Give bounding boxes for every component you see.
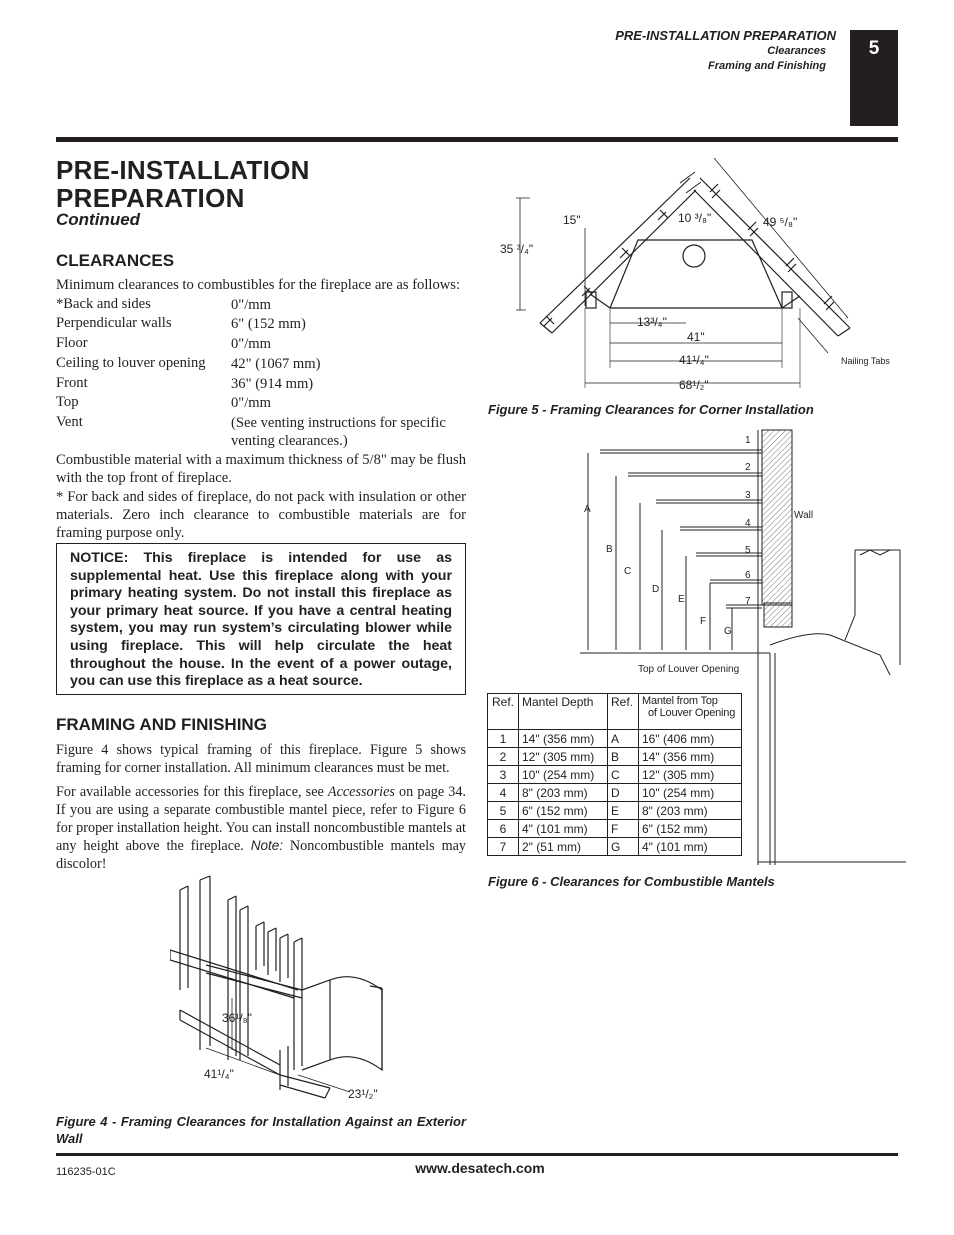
table-header-line: of Louver Opening bbox=[648, 707, 736, 719]
figure-6-shelf-number: 5 bbox=[745, 545, 751, 556]
table-cell: 4" (101 mm) bbox=[639, 838, 742, 856]
clearances-intro: Minimum clearances to combustibles for the fireplace are as follows: bbox=[56, 277, 461, 293]
table-cell: E bbox=[608, 802, 639, 820]
table-cell: 4 bbox=[488, 784, 519, 802]
page-title-line2: PREPARATION bbox=[56, 183, 245, 213]
table-cell: 2 bbox=[488, 748, 519, 766]
figure-6-dim-letter: E bbox=[678, 594, 685, 605]
figure-4-caption: Figure 4 - Framing Clearances for Installation Against an Exterior Wall bbox=[56, 1114, 466, 1146]
table-cell: 8" (203 mm) bbox=[639, 802, 742, 820]
website-link[interactable]: www.desatech.com bbox=[415, 1160, 545, 1176]
figure-5-dim-68: 68¹/₂" bbox=[679, 378, 709, 392]
figure-5-dim-10: 10 ³/₈" bbox=[678, 211, 712, 225]
figure-6-shelf-number: 7 bbox=[745, 596, 751, 607]
figure-5-dim-49: 49 ⁵/₈" bbox=[763, 215, 798, 229]
page-title bbox=[56, 156, 310, 212]
clearance-row bbox=[56, 375, 476, 395]
table-cell: F bbox=[608, 820, 639, 838]
figure-4-framing-diagram bbox=[170, 870, 430, 1102]
table-row bbox=[488, 820, 742, 838]
table-cell: 8" (203 mm) bbox=[519, 784, 608, 802]
figure-5-dim-41: 41" bbox=[687, 330, 705, 344]
clearance-value: 0"/mm bbox=[231, 297, 272, 313]
header-section-title: PRE-INSTALLATION PREPARATION bbox=[615, 28, 836, 43]
framing-paragraph-accessories bbox=[56, 783, 466, 873]
table-header-cell: Mantel Depth bbox=[519, 694, 608, 730]
table-cell: 14" (356 mm) bbox=[639, 748, 742, 766]
continued-label: Continued bbox=[56, 210, 141, 229]
clearance-value: 6" (152 mm) bbox=[231, 316, 306, 332]
table-cell: 7 bbox=[488, 838, 519, 856]
header-rule bbox=[56, 137, 898, 142]
accessories-reference: Accessories bbox=[327, 784, 395, 800]
header-subtitle-clearances: Clearances bbox=[767, 45, 826, 57]
framing-heading: FRAMING AND FINISHING bbox=[56, 715, 267, 734]
figure-6-shelf-number: 3 bbox=[745, 490, 751, 501]
table-cell: 6" (152 mm) bbox=[519, 802, 608, 820]
figure-6-shelf-number: 1 bbox=[745, 435, 751, 446]
page-title-line1: PRE-INSTALLATION bbox=[56, 155, 310, 185]
clearances-paragraph-thickness: Combustible material with a maximum thickness of 5/8" may be flush with the top front of fireplace. bbox=[56, 452, 466, 486]
table-row bbox=[488, 766, 742, 784]
table-header-line: Mantel from Top bbox=[642, 695, 718, 707]
clearance-row bbox=[56, 315, 476, 335]
notice-box: NOTICE: This fireplace is intended for use as supplemental heat. Use this fireplace along with your primary heating system. Do not install this fireplace as your primary heat source. If you have a central heating system, you may run system’s circulating blower while using fireplace. This will help circulate the heat throughout the house. In the event of a power outage, you can use this fireplace as a heat source. bbox=[56, 543, 466, 695]
figure-4-dim-width: 41¹/₄" bbox=[204, 1067, 234, 1081]
clearance-value: 0"/mm bbox=[231, 395, 272, 411]
framing-text: For available accessories for this fireplace, see bbox=[56, 784, 328, 800]
figure-6-dim-letter: A bbox=[584, 504, 591, 515]
table-cell: G bbox=[608, 838, 639, 856]
table-cell: 6 bbox=[488, 820, 519, 838]
table-cell: A bbox=[608, 730, 639, 748]
clearance-row bbox=[56, 355, 476, 375]
framing-text: on page 34. If you are using a separate combustible mantel piece, refer to Figure 6 for proper installation height. You can install noncombustible mantels at any height above the fireplace. bbox=[56, 784, 466, 854]
footer-rule bbox=[56, 1153, 898, 1156]
table-header-row bbox=[488, 694, 742, 730]
clearance-label: Ceiling to louver opening bbox=[56, 355, 206, 371]
table-cell: 16" (406 mm) bbox=[639, 730, 742, 748]
clearance-row bbox=[56, 414, 476, 452]
table-cell: 5 bbox=[488, 802, 519, 820]
clearance-value: (See venting instructions for specific venting clearances.) bbox=[231, 415, 446, 449]
figure-5-dim-41b: 41¹/₄" bbox=[679, 353, 709, 367]
framing-paragraph-figures: Figure 4 shows typical framing of this fireplace. Figure 5 shows framing for corner installation. All minimum clearances must be met. bbox=[56, 742, 466, 776]
table-row bbox=[488, 838, 742, 856]
table-cell: D bbox=[608, 784, 639, 802]
framing-text: Noncombustible mantels may discolor! bbox=[56, 838, 466, 872]
clearance-row bbox=[56, 335, 476, 355]
clearances-heading: CLEARANCES bbox=[56, 251, 175, 270]
clearance-value: 36" (914 mm) bbox=[231, 376, 314, 392]
clearance-label: Vent bbox=[56, 414, 83, 430]
table-cell: 12" (305 mm) bbox=[639, 766, 742, 784]
table-cell: 3 bbox=[488, 766, 519, 784]
document-number: 116235-01C bbox=[56, 1166, 116, 1178]
figure-5-dim-13: 13³/₄" bbox=[637, 315, 667, 329]
table-row bbox=[488, 730, 742, 748]
table-cell: 2" (51 mm) bbox=[519, 838, 608, 856]
figure-6-caption: Figure 6 - Clearances for Combustible Mantels bbox=[488, 874, 775, 889]
clearance-label: *Back and sides bbox=[56, 296, 151, 312]
table-cell: 10" (254 mm) bbox=[639, 784, 742, 802]
table-cell: B bbox=[608, 748, 639, 766]
table-row bbox=[488, 802, 742, 820]
mantel-clearance-table bbox=[487, 693, 742, 856]
clearance-label: Perpendicular walls bbox=[56, 315, 172, 331]
clearance-label: Floor bbox=[56, 335, 88, 351]
table-cell: 12" (305 mm) bbox=[519, 748, 608, 766]
table-cell: 14" (356 mm) bbox=[519, 730, 608, 748]
clearances-paragraph-back-sides: * For back and sides of fireplace, do not pack with insulation or other materials. Zero inch clearance to combustible materials are for framing purpose only. bbox=[56, 489, 466, 541]
table-header-cell bbox=[639, 694, 742, 730]
clearance-label: Top bbox=[56, 394, 79, 410]
figure-6-shelf-number: 6 bbox=[745, 570, 751, 581]
table-cell: C bbox=[608, 766, 639, 784]
figure-4-framing-lines bbox=[170, 876, 382, 1098]
figure-4-dim-depth: 23¹/₂" bbox=[348, 1087, 378, 1101]
figure-6-dim-letter: C bbox=[624, 566, 632, 577]
table-row bbox=[488, 784, 742, 802]
figure-5-dim-15: 15" bbox=[563, 213, 581, 227]
page-number-tab bbox=[850, 30, 898, 126]
table-cell: 10" (254 mm) bbox=[519, 766, 608, 784]
table-cell: 1 bbox=[488, 730, 519, 748]
clearance-label: Front bbox=[56, 375, 88, 391]
clearance-value: 0"/mm bbox=[231, 336, 272, 352]
note-label: Note: bbox=[250, 838, 284, 853]
table-cell: 6" (152 mm) bbox=[639, 820, 742, 838]
figure-6-wall-label: Wall bbox=[794, 510, 814, 521]
figure-6-dim-letter: F bbox=[700, 616, 707, 627]
figure-5-dim-35: 35 ³/₄" bbox=[500, 242, 534, 256]
figure-6-dim-letter: D bbox=[652, 584, 660, 595]
figure-5-nailing-tabs-label: Nailing Tabs bbox=[841, 356, 890, 366]
clearance-row bbox=[56, 394, 476, 414]
table-header-cell: Ref. bbox=[488, 694, 519, 730]
figure-6-dim-letter: G bbox=[724, 626, 732, 637]
figure-4-dim-height: 36¹/₈" bbox=[222, 1011, 252, 1025]
page-number: 5 bbox=[868, 38, 880, 59]
header-subtitle-framing: Framing and Finishing bbox=[708, 60, 826, 72]
table-header-cell: Ref. bbox=[608, 694, 639, 730]
figure-5-caption: Figure 5 - Framing Clearances for Corner Installation bbox=[488, 402, 814, 417]
clearance-row bbox=[56, 296, 476, 316]
table-cell: 4" (101 mm) bbox=[519, 820, 608, 838]
figure-6-shelf-number: 2 bbox=[745, 462, 751, 473]
figure-6-louver-label: Top of Louver Opening bbox=[638, 664, 740, 675]
figure-5-corner-diagram bbox=[490, 158, 910, 398]
figure-6-shelf-number: 4 bbox=[745, 518, 751, 529]
figure-6-dim-letter: B bbox=[606, 544, 613, 555]
clearance-value: 42" (1067 mm) bbox=[231, 356, 321, 372]
table-row bbox=[488, 748, 742, 766]
